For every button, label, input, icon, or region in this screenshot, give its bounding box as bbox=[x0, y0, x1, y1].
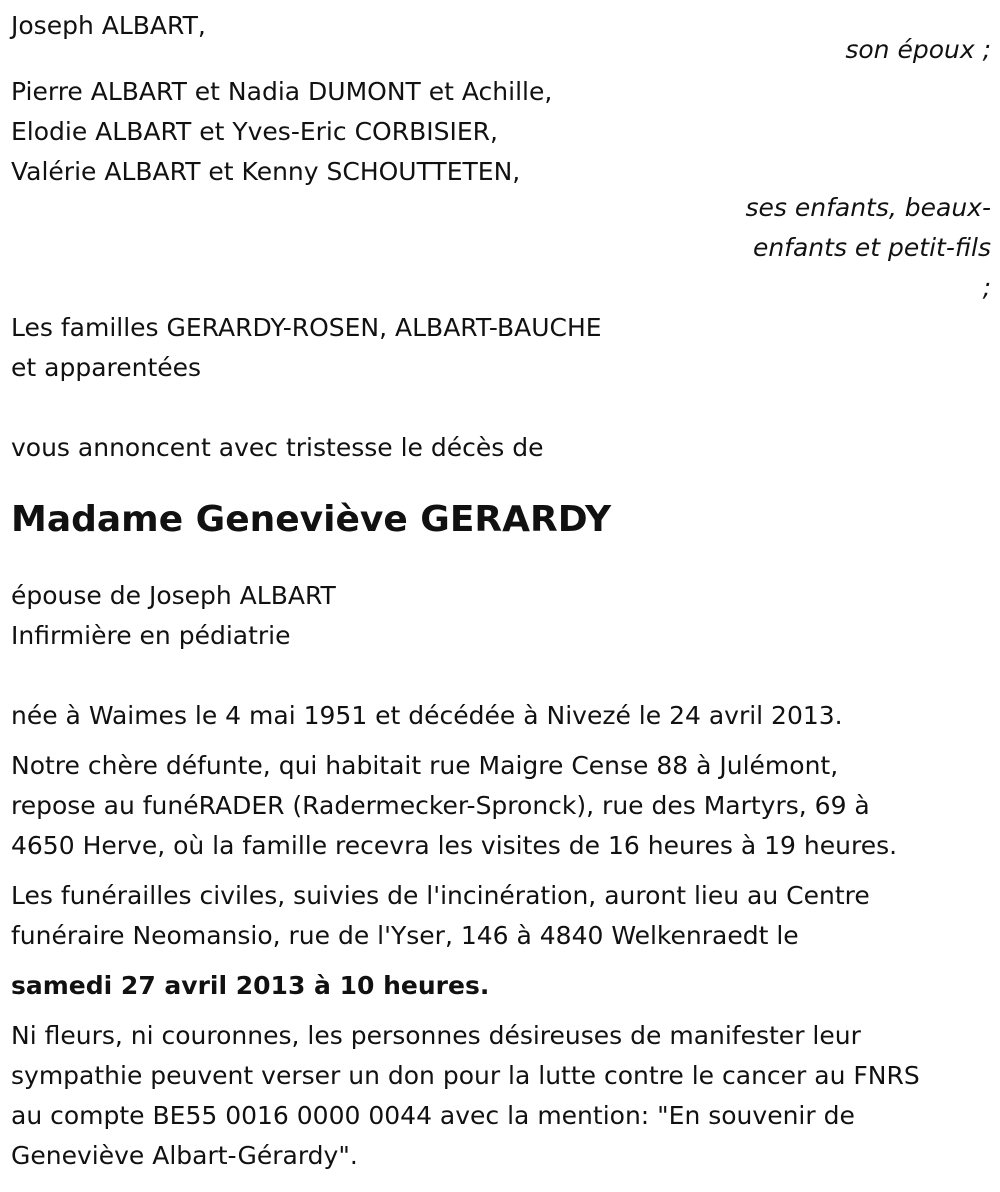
deceased-details bbox=[11, 576, 991, 656]
donation-section bbox=[11, 1016, 991, 1176]
donation-line-3: au compte BE55 0016 0000 0044 avec la mention: "En souvenir de bbox=[11, 1101, 855, 1130]
families-section bbox=[11, 308, 991, 388]
children-role-line-3: ; bbox=[982, 273, 991, 302]
funeral-line-2: funéraire Neomansio, rue de l'Yser, 146 à 4840 Welkenraedt le bbox=[11, 921, 799, 950]
husband-role: son époux ; bbox=[845, 35, 991, 64]
viewing-line-3: 4650 Herve, où la famille recevra les visites de 16 heures à 19 heures. bbox=[11, 831, 898, 860]
donation-line-1: Ni fleurs, ni couronnes, les personnes désireuses de manifester leur bbox=[11, 1021, 861, 1050]
children-role-line-1: ses enfants, beaux- bbox=[745, 193, 991, 222]
viewing-line-1: Notre chère défunte, qui habitait rue Maigre Cense 88 à Julémont, bbox=[11, 751, 839, 780]
children-line-2: Elodie ALBART et Yves-Eric CORBISIER, bbox=[11, 117, 498, 146]
birth-death: née à Waimes le 4 mai 1951 et décédée à Nivezé le 24 avril 2013. bbox=[11, 701, 843, 730]
viewing-line-2: repose au funéRADER (Radermecker-Spronck), rue des Martyrs, 69 à bbox=[11, 791, 870, 820]
children-role-line-2: enfants et petit-fils bbox=[752, 233, 991, 262]
obituary-notice bbox=[11, 6, 991, 1176]
deceased-name: Madame Geneviève GERARDY bbox=[11, 499, 612, 540]
announcement: vous annoncent avec tristesse le décès de bbox=[11, 433, 544, 462]
funeral-date: samedi 27 avril 2013 à 10 heures. bbox=[11, 971, 490, 1000]
viewing-section bbox=[11, 746, 991, 866]
funeral-line-1: Les funérailles civiles, suivies de l'incinération, auront lieu au Centre bbox=[11, 881, 870, 910]
children-line-1: Pierre ALBART et Nadia DUMONT et Achille, bbox=[11, 77, 553, 106]
donation-line-4: Geneviève Albart-Gérardy". bbox=[11, 1141, 358, 1170]
deceased-spouse: épouse de Joseph ALBART bbox=[11, 581, 336, 610]
families-line-1: Les familles GERARDY-ROSEN, ALBART-BAUCHE bbox=[11, 313, 602, 342]
families-line-2: et apparentées bbox=[11, 353, 202, 382]
deceased-profession: Infirmière en pédiatrie bbox=[11, 621, 291, 650]
children-section bbox=[11, 72, 991, 308]
children-line-3: Valérie ALBART et Kenny SCHOUTTETEN, bbox=[11, 157, 521, 186]
husband-name: Joseph ALBART, bbox=[11, 11, 206, 40]
donation-line-2: sympathie peuvent verser un don pour la lutte contre le cancer au FNRS bbox=[11, 1061, 920, 1090]
funeral-section bbox=[11, 876, 991, 1006]
